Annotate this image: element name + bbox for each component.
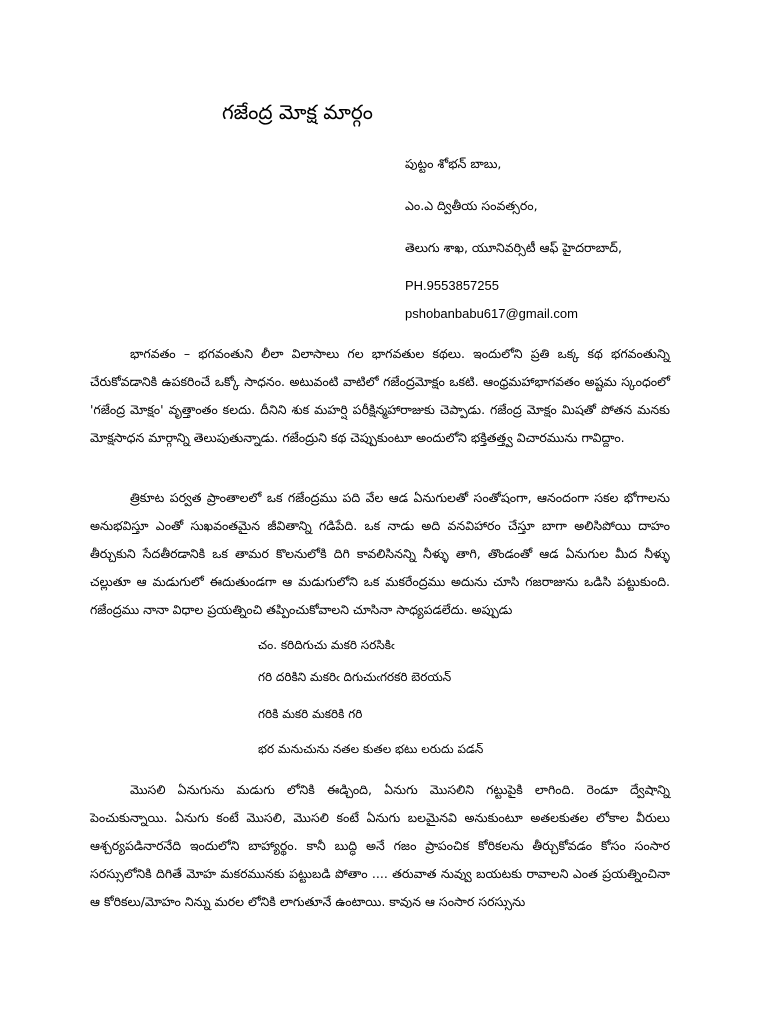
paragraph-intro: భాగవతం – భగవంతుని లీలా విలాసాలు గల భాగవతుల కథలు. ఇందులోని ప్రతి ఒక్క కథ భగవంతున్ని చేరుకోవడానికి ఉపకరించే ఒక్కో సాధనం. అటువంటి వాటిలో గజేంద్రమోక్షం ఒకటి. ఆంధ్రమహాభాగవతం అష్టమ స్కంధంలో 'గజేంద్ర మోక్షం' వృత్తాంతం కలదు. దీనిని శుక మహర్షి పరీక్షిన్మహారాజుకు చెప్పాడు. గజేంద్ర మోక్షం మిషతో పోతన మనకు మోక్షసాధన మార్గాన్ని తెలుపుతున్నాడు. గజేంద్రుని కథ చెప్పుకుంటూ అందులోని భక్తితత్త్వ విచారమును గావిద్దాం. bbox=[90, 346, 670, 445]
author-name: పుట్టం శోభన్ బాబు, bbox=[405, 156, 502, 171]
author-degree: ఎం.ఎ ద్వితీయ సంవత్సరం, bbox=[405, 198, 538, 213]
verse-line: భర మనుచును నతల కుతల భటు లరుదు పడన్ bbox=[258, 742, 484, 756]
paragraph-story: త్రికూట పర్వత ప్రాంతాలలో ఒక గజేంద్రము పది వేల ఆడ ఏనుగులతో సంతోషంగా, ఆనందంగా సకల భోగాలను అనుభవిస్తూ ఎంతో సుఖవంతమైన జీవితాన్ని గడిపేది. ఒక నాడు అది వనవిహారం చేస్తూ బాగా అలిసిపోయి దాహం తీర్చుకుని సేదతీరడానికి ఒక తామర కొలనులోకి దిగి కావలిసినన్ని నీళ్ళు తాగి, తొండంతో ఆడ ఏనుగుల మీద నీళ్ళు చల్లుతూ ఆ మడుగులో ఈదుతుండగా ఆ మడుగులోని ఒక మకరేంద్రము అదును చూసి గజరాజును ఒడిసి పట్టుకుంది. గజేంద్రము నానా విధాల ప్రయత్నించి తప్పించుకోవాలని చూసినా సాధ్యపడలేదు. అప్పుడు bbox=[90, 490, 670, 617]
document-title: గజేంద్ర మోక్ష మార్గం bbox=[222, 100, 373, 124]
author-department: తెలుగు శాఖ, యూనివర్సిటీ ఆఫ్ హైదరాబాద్, bbox=[405, 240, 622, 255]
verse-line: గరికి మకరి మకరికి గరి bbox=[258, 707, 363, 721]
author-phone: PH.9553857255 bbox=[405, 278, 499, 293]
author-email: pshobanbabu617@gmail.com bbox=[405, 306, 578, 321]
verse-line: గరి దరికిని మకరిఁ దిగుచుఁగరకరి బెరయన్ bbox=[258, 670, 452, 684]
verse-line: చం. కరిదిగుచు మకరి సరసికిఁ bbox=[258, 638, 395, 652]
paragraph-meaning: మొసలి ఏనుగును మడుగు లోనికి ఈడ్చింది, ఏనుగు మొసలిని గట్టుపైకి లాగింది. రెండూ ద్వేషాన్ని పెంచుకున్నాయి. ఏనుగు కంటే మొసలి, మొసలి కంటే ఏనుగు బలమైనవి అనుకుంటూ అతలకుతల లోకాల వీరులు ఆశ్చర్యపడినారనేది ఇందులోని బాహ్యార్థం. కానీ బుద్ధి అనే గజం ప్రాపంచిక కోరికలను తీర్చుకోవడం కోసం సంసార సరస్సులోనికి దిగితే మోహ మకరమునకు పట్టుబడి పోతాం .... తరువాత నువ్వు బయటకు రావాలని ఎంత ప్రయత్నించినా ఆ కోరికలు/మోహం నిన్ను మరల లోనికి లాగుతూనే ఉంటాయి. కావున ఆ సంసార సరస్సును bbox=[90, 782, 670, 909]
